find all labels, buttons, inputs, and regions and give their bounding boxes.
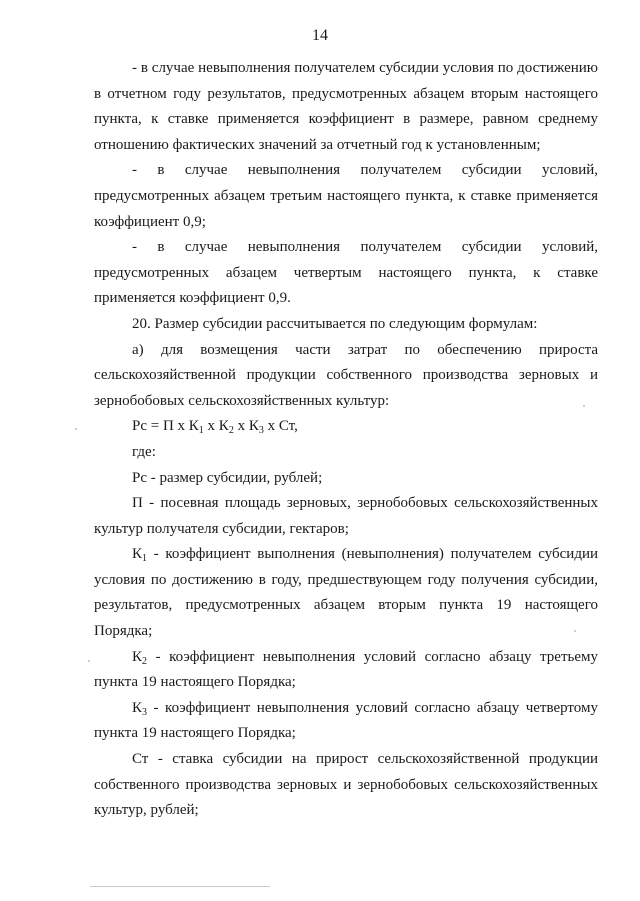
scan-artifact-dot <box>75 428 77 430</box>
scan-artifact-dot <box>88 660 90 662</box>
definition-st: Ст - ставка субсидии на прирост сельскохозяйственной продукции собственного производства зерновых и зернобобовых сельскохозяйственных культур, рублей; <box>94 751 598 819</box>
page-number: 14 <box>312 27 328 44</box>
definition-p: П - посевная площадь зерновых, зернобобовых сельскохозяйственных культур получателя субсидии, гектаров; <box>94 495 598 537</box>
subsidy-formula: Рс = П х $К_1$ х $К_2$ х $К_3$ х Ст, <box>132 418 298 437</box>
scan-artifact-dot <box>574 630 576 632</box>
paragraph-item-20: 20. Размер субсидии рассчитывается по следующим формулам: <box>132 315 538 332</box>
paragraph-coefficient-fourth: - в случае невыполнения получателем субсидии условий, предусмотренных абзацем четвертым настоящего пункта, к ставке применяется коэффициент 0,9. <box>94 239 598 307</box>
paragraph-coefficient-average: - в случае невыполнения получателем субсидии условия по достижению в отчетном году результатов, предусмотренных абзацем вторым настоящего пункта, к ставке применяется коэффициент в размере, равном среднему отношению фактических значений за отчетный год к установленным; <box>94 60 598 153</box>
formula-where: где: <box>132 443 156 460</box>
scan-artifact-dot <box>583 405 585 407</box>
definition-k2: $К_2$ - коэффициент невыполнения условий согласно абзацу третьему пункта 19 настоящего Порядка; <box>94 648 598 691</box>
document-body <box>94 56 598 824</box>
definition-k1: $К_1$ - коэффициент выполнения (невыполнения) получателем субсидии условия по достижению в году, предшествующем году получения субсидии, результатов, предусмотренных абзацем вторым пункта 19 настоящего Порядка; <box>94 546 598 640</box>
paragraph-subitem-a: а) для возмещения части затрат по обеспечению прироста сельскохозяйственной продукции собственного производства зерновых и зернобобовых сельскохозяйственных культур: <box>94 341 598 409</box>
paragraph-coefficient-third: - в случае невыполнения получателем субсидии условий, предусмотренных абзацем третьим настоящего пункта, к ставке применяется коэффициент 0,9; <box>94 162 598 230</box>
definition-rc: Рс - размер субсидии, рублей; <box>132 469 323 486</box>
definition-k3: $К_3$ - коэффициент невыполнения условий согласно абзацу четвертому пункта 19 настоящего Порядка; <box>94 699 598 742</box>
scan-artifact-line <box>90 886 270 887</box>
